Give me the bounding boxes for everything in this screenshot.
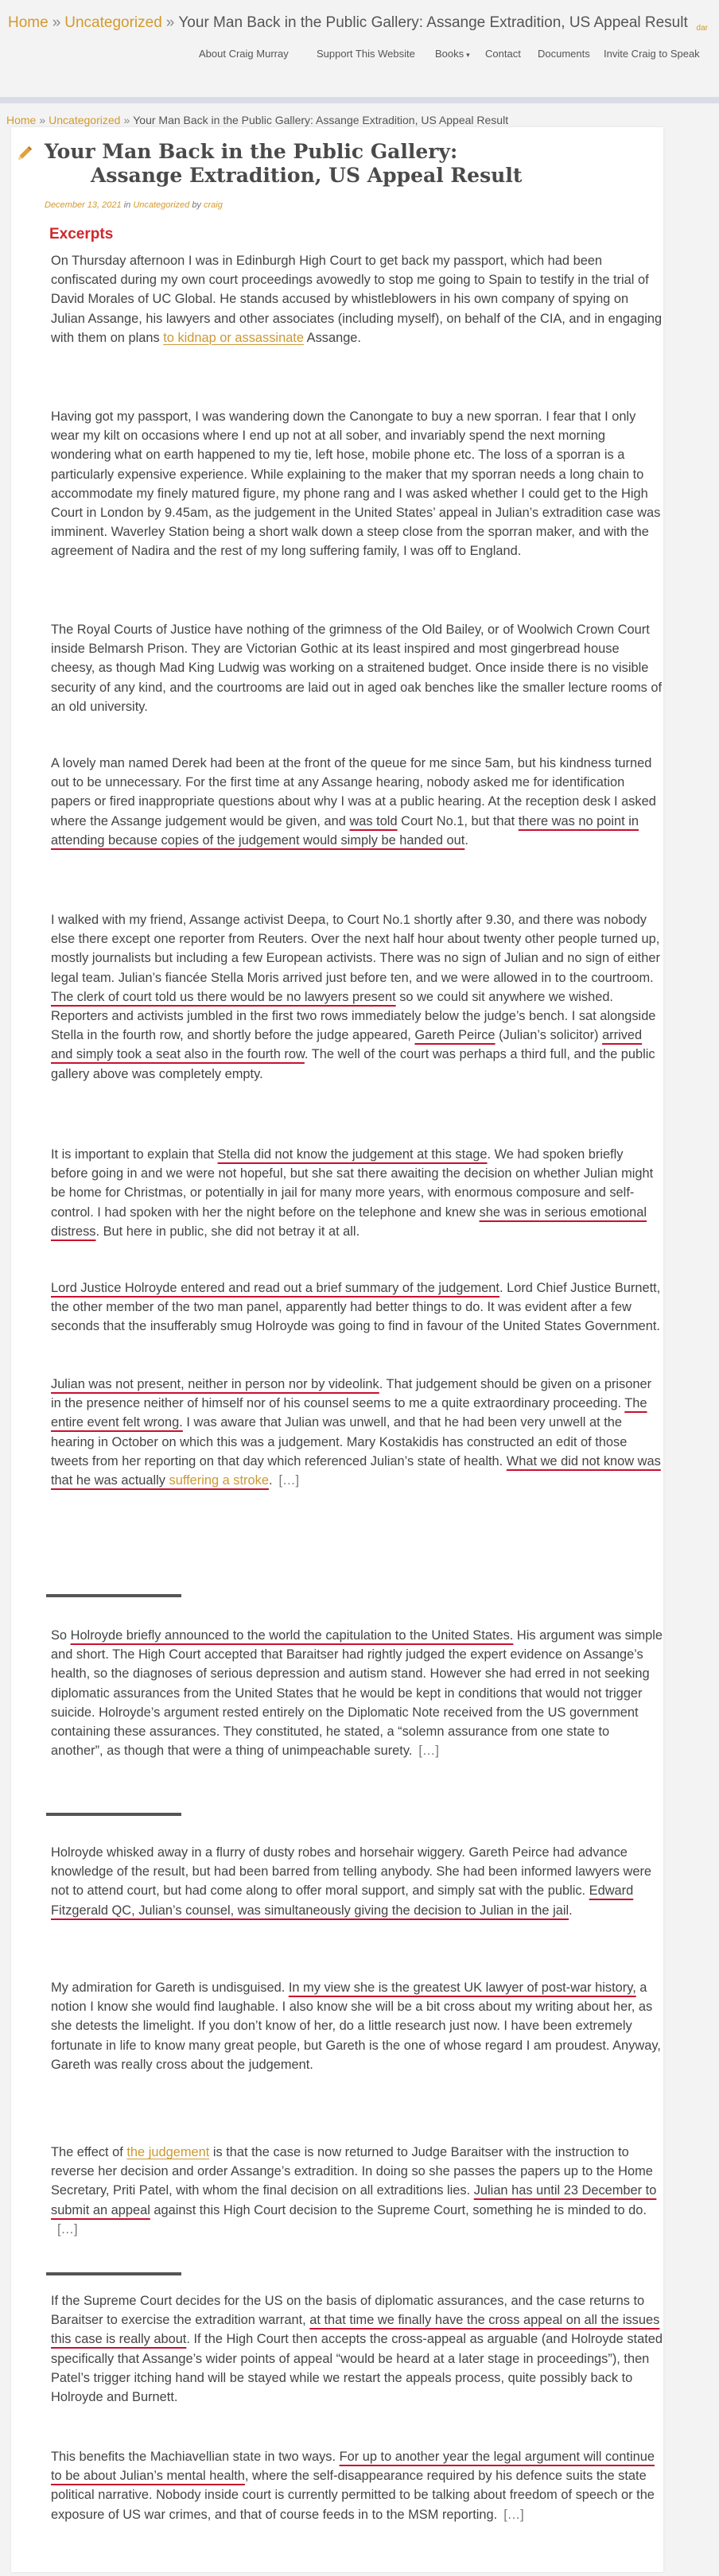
paragraph-10	[51, 1843, 663, 1920]
header-current-title: Your Man Back in the Public Gallery: Assange Extradition, US Appeal Result	[178, 14, 688, 31]
text: so we could sit anywhere we wished. Reporters and activists jumbled in the first two rows immediately below the judge’s bench. I sat alongside Stella in the fourth row, and shortly before the judge appeared,	[51, 989, 656, 1043]
text: .	[268, 1473, 273, 1488]
highlight: What we did not know was that he was actually	[51, 1453, 661, 1488]
kidnap-link[interactable]: to kidnap or assassinate	[163, 330, 304, 345]
text: I was aware that Julian was unwell, and that he had been very unwell at the hearing in October on which this was a judgement. Mary Kostakidis has constructed an edit of those tweets from her reporting on that day which referenced Julian’s state of health.	[51, 1415, 628, 1468]
text: is that the case is now returned to Judge Baraitser with the instruction to reverse her decision and order Assange’s extradition. In doing so she passes the papers up to the Home Secretary, Priti Patel, with whom the final decision on all extraditions lies.	[51, 2145, 653, 2198]
highlight: Lord Justice Holroyde entered and read out a brief summary of the judgement	[51, 1281, 499, 1295]
article-title-line2: Assange Extradition, US Appeal Result	[91, 164, 523, 187]
nav-contact[interactable]: Contact	[485, 48, 521, 60]
breadcrumb-sep: »	[123, 114, 130, 126]
text: Holroyde whisked away in a flurry of dusty robes and horsehair wiggery. Gareth Peirce had advance knowledge of the result, but had been barred from telling anybody. She had been informed lawyers were not to attend court, but had come along to offer moral support, and simply sat with the public.	[51, 1845, 652, 1899]
nav-books-label: Books	[435, 48, 464, 60]
highlight: For up to another year the legal argument will continue to be about Julian’s mental health	[51, 2450, 655, 2484]
highlight: arrived and simply took a seat also in the fourth row	[51, 1028, 643, 1062]
paragraph-3: The Royal Courts of Justice have nothing of the grimness of the Old Bailey, or of Woolwich Crown Court inside Belmarsh Prison. They are Victorian Gothic at its least inspired and most gingerbread house cheesy, as though Mad King Ludwig was working on a straitened budget. Once inside there is no visible security of any kind, and the courtrooms are laid out in aged oak benches like the smaller lecture rooms of an old university.	[51, 623, 663, 714]
header-breadcrumb	[8, 14, 688, 32]
paragraph-13	[51, 2291, 663, 2407]
text: .	[464, 832, 468, 848]
text: a notion I know she would find laughable. I also know she will be a bit cross about my writing about her, as she detests the limelight. If you don’t know of her, do a little research just now. I have been extremely fortunate in life to know many great people, but Gareth is the one of whose regard I am proudest. Anyway, Gareth was really cross about the judgement.	[51, 1980, 661, 2072]
paragraph-4	[51, 754, 663, 850]
article-date[interactable]: December 13, 2021	[45, 200, 122, 210]
highlight: Julian was not present, neither in person nor by videolink	[51, 1377, 379, 1391]
breadcrumb-current: Your Man Back in the Public Gallery: Assange Extradition, US Appeal Result	[133, 114, 509, 126]
article-meta	[45, 200, 223, 210]
article-author[interactable]: craig	[204, 200, 223, 210]
paragraph-11	[51, 1978, 663, 2074]
text: . But here in public, she did not betray it at all.	[95, 1224, 360, 1239]
ellipsis: […]	[503, 2507, 524, 2522]
text: . If the High Court then accepts the cross-appeal as arguable (and Holroyde stated specifically that Assange’s wider points of appeal “would be heard at a later stage in proceedings”), then Patel’s trigger itching hand will be stayed while we restart the appeals process, quite possibly back to Holroyde and Burnett.	[51, 2332, 663, 2405]
text: His argument was simple and short. The High Court accepted that Baraitser had rightly judged the expert evidence on Assange’s health, so the diagnoses of serious depression and autism stand. However she had erred in not seeking diplomatic assurances from the United States that he would be kept in conditions that would not trigger suicide. Holroyde’s argument rested entirely on the Diplomatic Note received from the US government containing these assurances. They constituted, he stated, a “solemn assurance from one state to another”, as though that were a thing of unimpeachable surety.	[51, 1628, 663, 1759]
text: So	[51, 1628, 71, 1643]
text: Assange.	[303, 330, 361, 345]
breadcrumb-sep: »	[39, 114, 46, 126]
ellipsis: […]	[57, 2221, 78, 2237]
text: against this High Court decision to the Supreme Court, something he is minded to do.	[150, 2202, 647, 2217]
sidebar-peek[interactable]: dar	[696, 24, 708, 33]
header-divider	[0, 97, 719, 103]
article-title-line1: Your Man Back in the Public Gallery:	[45, 140, 458, 163]
excerpts-heading: Excerpts	[49, 226, 114, 242]
highlight: The clerk of court told us there would be no lawyers present	[51, 989, 396, 1004]
paragraph-7	[51, 1278, 663, 1336]
pencil-icon	[16, 145, 33, 162]
paragraph-12	[51, 2143, 663, 2239]
paragraph-1	[51, 251, 663, 347]
ellipsis: […]	[418, 1744, 439, 1759]
highlight: Holroyde briefly announced to the world the capitulation to the United States.	[70, 1628, 514, 1643]
text: . That judgement should be given on a prisoner in the presence neither of himself nor of his counsel seems to me a quite extraordinary proceeding.	[51, 1377, 652, 1411]
highlight: at that time we finally have the cross appeal on all the issues this case is really about	[51, 2313, 660, 2347]
paragraph-9	[51, 1626, 663, 1760]
highlight: In my view she is the greatest UK lawyer of post-war history,	[288, 1980, 636, 1995]
paragraph-5	[51, 910, 663, 1084]
nav-about[interactable]: About Craig Murray	[199, 48, 289, 60]
nav-invite[interactable]: Invite Craig to Speak	[604, 48, 700, 60]
header-sep: »	[165, 14, 175, 31]
breadcrumb	[6, 114, 508, 126]
paragraph-2: Having got my passport, I was wandering down the Canongate to buy a new sporran. I fear that I only wear my kilt on occasions where I end up not at all sober, and invariably spend the next morning wondering what on earth happened to my tie, left hose, mobile phone etc. The loss of a sporran is a particularly expensive experience. While explaining to the maker that my sporran needs a long chain to accommodate my finely matured figure, my phone rang and I was asked whether I could get to the High Court in London by 9.45am, as the judgement in the United States’ appeal in Julian’s extradition case was imminent. Waverley Station being a short walk down a steep close from the sporran maker, and with the agreement of Nadira and the rest of my long suffering family, I was off to England.	[51, 409, 661, 559]
highlight: Edward Fitzgerald QC, Julian’s counsel, was simultaneously giving the decision to Julian in the jail	[51, 1884, 634, 1918]
text: . Lord Chief Justice Burnett, the other member of the two man panel, apparently had better things to do. It was evident after a few seconds that the insufferably smug Holroyde was going to find in favour of the United States Government.	[51, 1281, 661, 1334]
text: The effect of	[51, 2145, 127, 2159]
paragraph-14	[51, 2447, 663, 2524]
excerpt-divider	[46, 1594, 181, 1597]
highlight: there was no point in attending because copies of the judgement would simply be handed out	[51, 813, 639, 848]
text: . We had spoken briefly before going in and we were not hopeful, but she sat there awaiting the decision on whether Julian might be home for Christmas, or potentially in jail for many more years, with enormous composure and self-control. I had spoken with her the night before on the telephone and knew	[51, 1147, 654, 1220]
highlight: she was in serious emotional distress	[51, 1205, 647, 1239]
text: . The well of the court was perhaps a third full, and the public gallery above was completely empty.	[51, 1047, 655, 1081]
highlight: The entire event felt wrong.	[51, 1396, 647, 1430]
nav-documents[interactable]: Documents	[538, 48, 590, 60]
text: A lovely man named Derek had been at the front of the queue for me since 5am, but his kindness turned out to be unnecessary. For the first time at any Assange hearing, nobody asked me for identification papers or fired inappropriate questions about why I was at a public hearing. At the reception desk I asked where the Assange judgement would be given, and	[51, 756, 656, 828]
text: My admiration for Gareth is undisguised.	[51, 1980, 289, 1995]
excerpt-divider	[46, 1813, 181, 1816]
header-home-link[interactable]: Home	[8, 14, 49, 31]
text: I walked with my friend, Assange activist Deepa, to Court No.1 shortly after 9.30, and there was nobody else there except one reporter from Reuters. Over the next half hour about twenty other people turned up, mostly journalists but including a few European activists. There was no sign of Julian and no sign of either legal team. Julian’s fiancée Stella Moris arrived just before ten, and we were allowed in to the courtroom.	[51, 913, 660, 985]
nav-books[interactable]	[435, 48, 470, 60]
breadcrumb-home[interactable]: Home	[6, 114, 37, 126]
paragraph-8	[51, 1375, 663, 1490]
breadcrumb-category[interactable]: Uncategorized	[49, 114, 121, 126]
text: This benefits the Machiavellian state in two ways.	[51, 2450, 340, 2464]
ellipsis: […]	[278, 1473, 300, 1488]
article-title	[45, 140, 538, 188]
highlight: Stella did not know the judgement at this stage	[217, 1147, 488, 1162]
highlight: Julian has until 23 December to submit an appeal	[51, 2183, 657, 2217]
highlight: Gareth Peirce	[414, 1028, 496, 1043]
paragraph-6	[51, 1145, 663, 1241]
article-category[interactable]: Uncategorized	[133, 200, 190, 210]
judgement-link[interactable]: the judgement	[126, 2145, 210, 2159]
main-nav	[0, 45, 719, 65]
text: , where the self-disappearance required by his defence suits the state political narrative. Nobody inside court is currently permitted to be talking about freedom of speech or the exposure of US war crimes, and that of course feeds in to the MSM reporting.	[51, 2469, 655, 2522]
text: If the Supreme Court decides for the US on the basis of diplomatic assurances, and the case returns to Baraitser to exercise the extradition warrant,	[51, 2294, 645, 2328]
text: Court No.1, but that	[397, 813, 519, 828]
text: (Julian’s solicitor)	[495, 1028, 603, 1043]
header-sep: »	[52, 14, 61, 31]
nav-support[interactable]: Support This Website	[317, 48, 415, 60]
header-category-link[interactable]: Uncategorized	[64, 14, 162, 31]
article-card	[11, 127, 663, 2572]
text: It is important to explain that	[51, 1147, 218, 1162]
excerpt-divider	[46, 2272, 181, 2275]
meta-by: by	[192, 200, 201, 210]
stroke-link[interactable]: suffering a stroke	[169, 1473, 269, 1488]
text: .	[569, 1903, 573, 1918]
highlight: was told	[349, 813, 398, 828]
text: On Thursday afternoon I was in Edinburgh High Court to get back my passport, which had been confiscated during my own court proceedings avowedly to stop me going to Spain to testify in the trial of David Morales of UC Global. He stands accused by whistleblowers in his own company of spying on Julian Assange, his lawyers and other associates (including myself), on behalf of the CIA, and in engaging with them on plans	[51, 254, 663, 345]
chevron-down-icon: ▾	[466, 51, 470, 59]
meta-in: in	[123, 200, 131, 210]
